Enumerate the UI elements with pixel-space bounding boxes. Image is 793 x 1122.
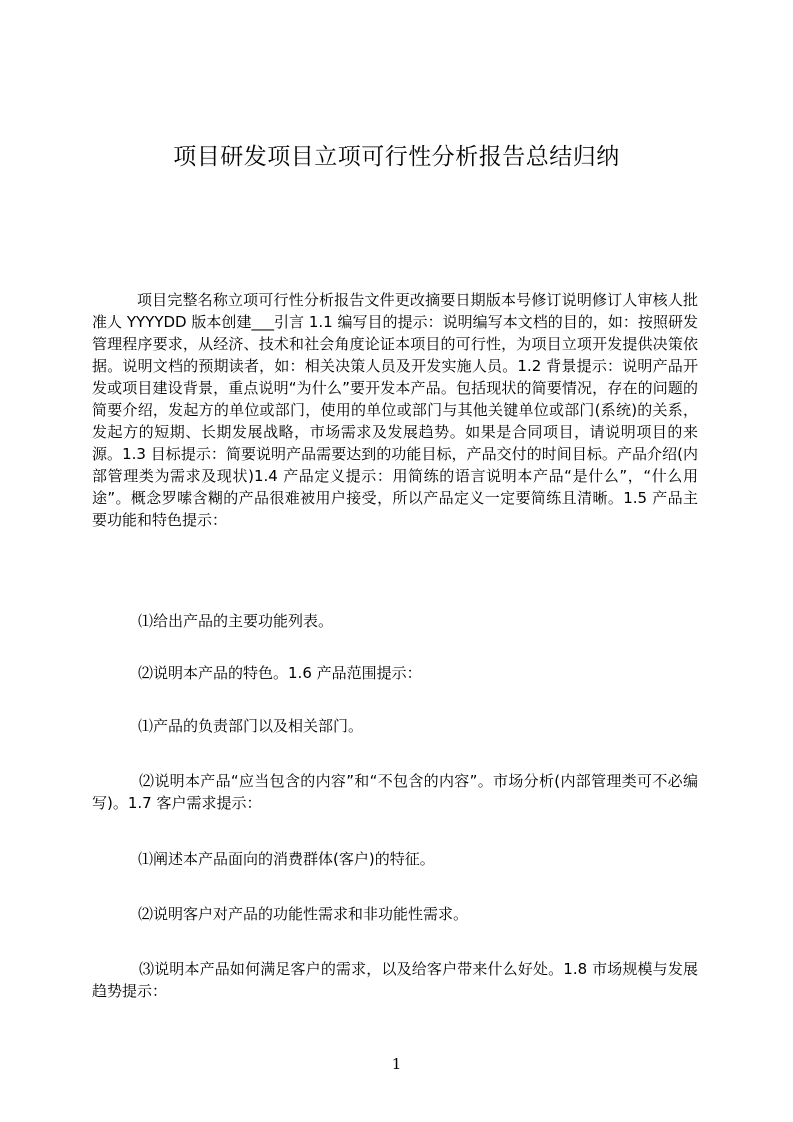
paragraph-feature-list: ⑴给出产品的主要功能列表。 — [138, 612, 334, 630]
paragraph-intro: 项目完整名称立项可行性分析报告文件更改摘要日期版本号修订说明修订人审核人批准人 YYYYDD 版本创建___引言 1.1 编写目的提示：说明编写本文档的目的，如：按照研发管理程序要求，从经济、技术和社会角度论证本项目的可行性，为项目立项开发提供决策依据。说明文档的预期读者，如：相关决策人员及开发实施人员。1.2 背景提示：说明产品开发或项目建设背景，重点说明“为什么”要开发本产品。包括现状的简要情况，存在的问题的简要介绍，发起方的单位或部门，使用的单位或部门与其他关键单位或部门(系统)的关系，发起方的短期、长期发展战略，市场需求及发展趋势。如果是合同项目，请说明项目的来源。1.3 目标提示：简要说明产品需要达到的功能目标，产品交付的时间目标。产品介绍(内部管理类为需求及现状)1.4 产品定义提示：用简练的语言说明本产品“是什么”，“什么用途”。概念罗嗦含糊的产品很难被用户接受，所以产品定义一定要简练且清晰。1.5 产品主要功能和特色提示： — [92, 291, 698, 529]
document-title: 项目研发项目立项可行性分析报告总结归纳 — [173, 144, 620, 170]
paragraph-departments: ⑴产品的负责部门以及相关部门。 — [138, 717, 364, 735]
paragraph-product-features: ⑵说明本产品的特色。1.6 产品范围提示： — [138, 664, 422, 682]
paragraph-customer-benefits: ⑶说明本产品如何满足客户的需求，以及给客户带来什么好处。1.8 市场规模与发展趋势提示： — [92, 960, 698, 1000]
page-number: 1 — [391, 1055, 402, 1073]
paragraph-customer-requirements: ⑵说明客户对产品的功能性需求和非功能性需求。 — [138, 905, 469, 923]
paragraph-scope-content: ⑵说明本产品“应当包含的内容”和“不包含的内容”。市场分析(内部管理类可不必编写)。1.7 客户需求提示： — [92, 772, 698, 812]
paragraph-customer-group: ⑴阐述本产品面向的消费群体(客户)的特征。 — [138, 850, 435, 868]
